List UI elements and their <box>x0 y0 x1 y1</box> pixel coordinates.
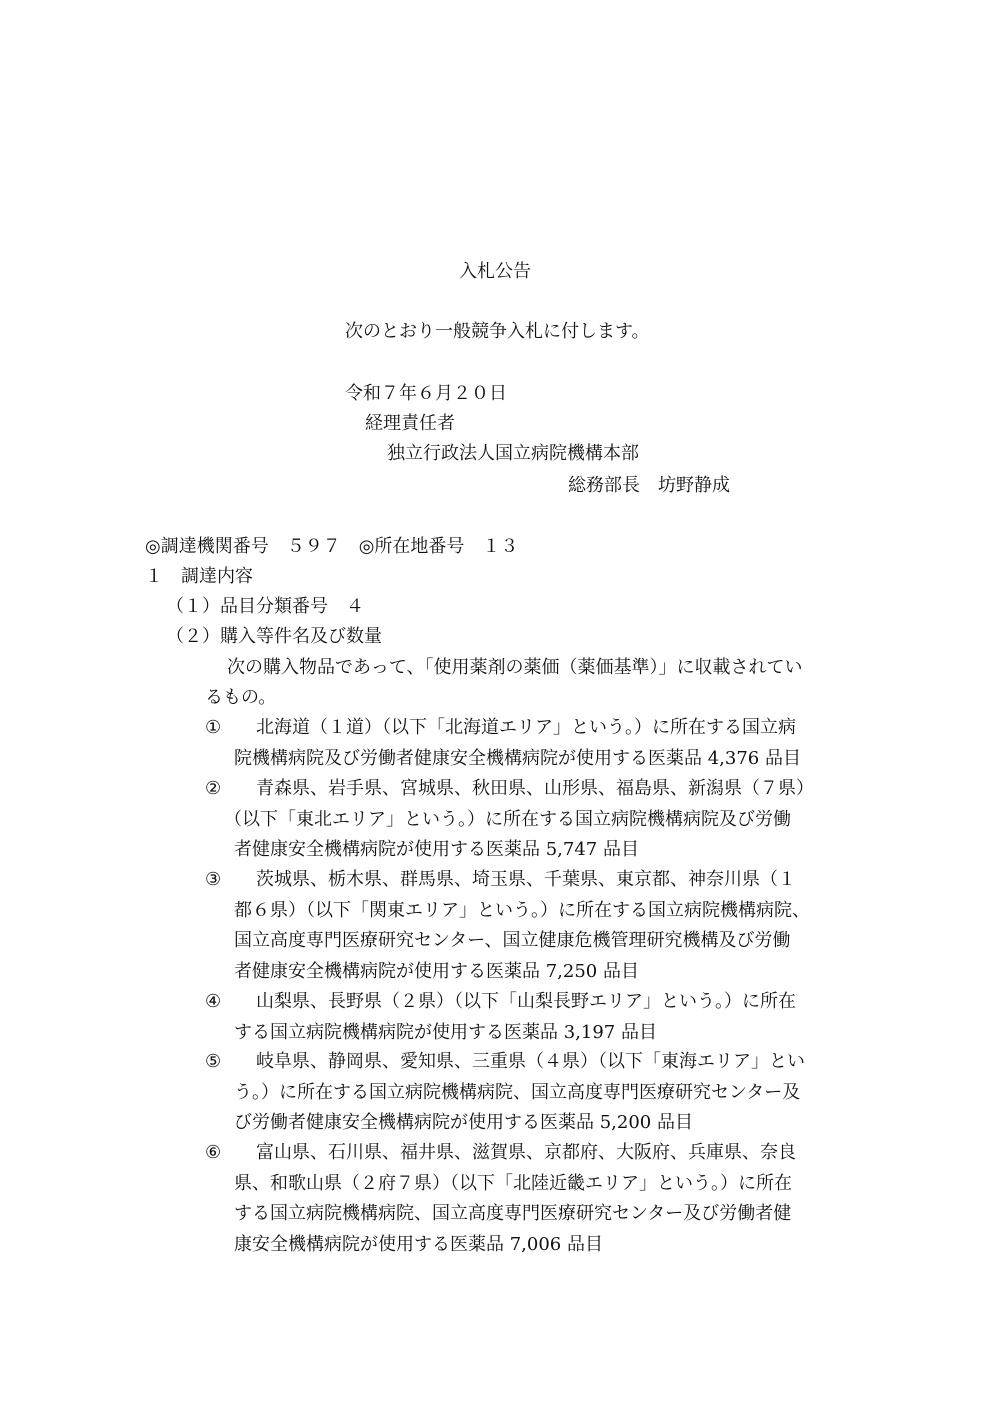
item-line: 茨城県、栃木県、群馬県、埼玉県、千葉県、東京都、神奈川県（１ <box>256 869 796 890</box>
item-line: 者健康安全機構病院が使用する医薬品 7,250 品目 <box>234 960 639 982</box>
organization-name: 独立行政法人国立病院機構本部 <box>387 443 639 464</box>
item-number: ② <box>205 778 222 799</box>
subsection-classification: （１）品目分類番号 ４ <box>166 596 364 617</box>
item-line: 者健康安全機構病院が使用する医薬品 5,747 品目 <box>234 839 639 860</box>
item-number: ⑥ <box>205 1142 222 1163</box>
item-line: 青森県、岩手県、宮城県、秋田県、山形県、福島県、新潟県（７県） <box>256 778 814 799</box>
item-number: ④ <box>205 991 222 1012</box>
item-line: び労働者健康安全機構病院が使用する医薬品 5,200 品目 <box>234 1112 693 1133</box>
item-line: （以下「東北エリア」という。）に所在する国立病院機構病院及び労働 <box>224 808 791 830</box>
page-title: 入札公告 <box>459 261 531 282</box>
item-line: 富山県、石川県、福井県、滋賀県、京都府、大阪府、兵庫県、奈良 <box>256 1142 796 1163</box>
notice-date: 令和７年６月２０日 <box>345 383 507 404</box>
subsection-items: （２）購入等件名及び数量 <box>166 626 382 647</box>
item-line: する国立病院機構病院、国立高度専門医療研究センター及び労働者健 <box>234 1203 792 1224</box>
item-line: 院機構病院及び労働者健康安全機構病院が使用する医薬品 4,376 品目 <box>234 747 801 769</box>
item-line: 都６県）（以下「関東エリア」という。）に所在する国立病院機構病院、 <box>234 899 810 921</box>
intro-text: 次のとおり一般競争入札に付します。 <box>345 321 650 342</box>
item-line: う。）に所在する国立病院機構病院、国立高度専門医療研究センター及 <box>234 1081 801 1103</box>
description-line: るもの。 <box>205 687 277 708</box>
item-line: 北海道（１道）（以下「北海道エリア」という。）に所在する国立病 <box>256 717 796 738</box>
procurement-codes: ◎調達機関番号 ５９７ ◎所在地番号 １３ <box>145 536 519 557</box>
section-heading: １ 調達内容 <box>145 566 253 587</box>
item-number: ① <box>205 717 222 738</box>
item-line: する国立病院機構病院が使用する医薬品 3,197 品目 <box>234 1021 657 1043</box>
item-line: 国立高度専門医療研究センター、国立健康危機管理研究機構及び労働 <box>234 930 791 951</box>
item-number: ③ <box>205 869 222 890</box>
item-line: 岐阜県、静岡県、愛知県、三重県（４県）（以下「東海エリア」とい <box>256 1051 805 1072</box>
item-line: 康安全機構病院が使用する医薬品 7,006 品目 <box>234 1233 603 1255</box>
signer-name: 総務部長 坊野静成 <box>568 475 730 496</box>
item-line: 県、和歌山県（２府７県）（以下「北陸近畿エリア」という。）に所在 <box>234 1172 792 1194</box>
item-number: ⑤ <box>205 1051 222 1072</box>
item-line: 山梨県、長野県（２県）（以下「山梨長野エリア」という。）に所在 <box>256 991 796 1012</box>
official-role: 経理責任者 <box>365 413 455 434</box>
description-line: 次の購入物品であって、「使用薬剤の薬価（薬価基準）」に収載されてい <box>227 657 803 678</box>
